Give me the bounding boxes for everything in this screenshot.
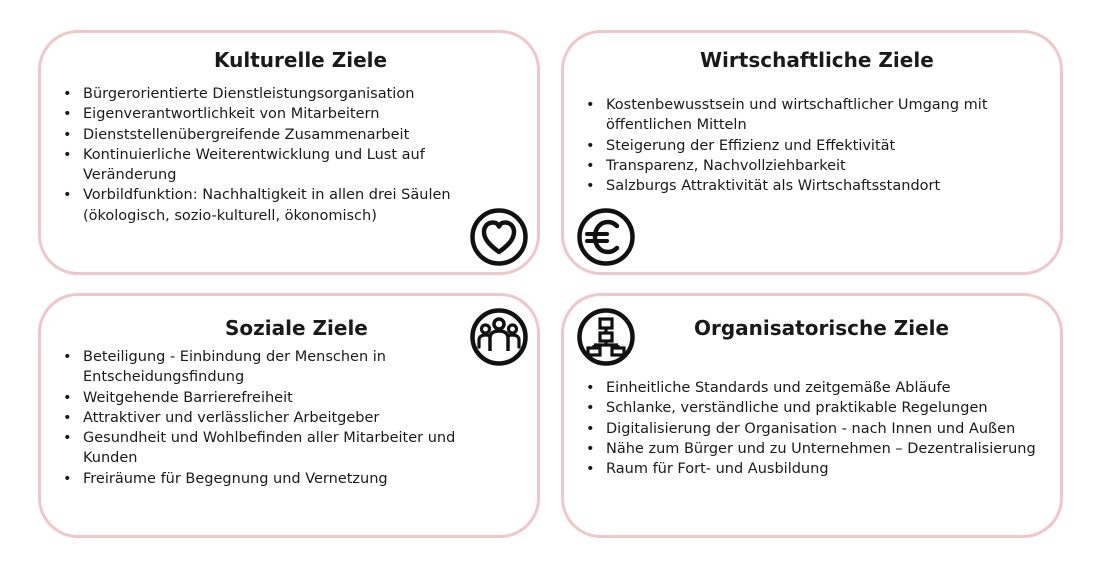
list-item: • Steigerung der Effizienz und Effektivität xyxy=(582,136,1032,156)
list-item: • Vorbildfunktion: Nachhaltigkeit in allen drei Säulen (ökologisch, sozio-kulturell, ökonomisch) xyxy=(59,185,519,226)
list-item: • Digitalisierung der Organisation - nach Innen und Außen xyxy=(582,419,1042,439)
list-item: • Kontinuierliche Weiterentwicklung und Lust auf Veränderung xyxy=(59,145,519,186)
goal-list xyxy=(582,95,1032,196)
list-item: • Dienststellenübergreifende Zusammenarbeit xyxy=(59,125,519,145)
card-title: Organisatorische Ziele xyxy=(694,316,950,340)
list-item: • Bürgerorientierte Dienstleistungsorganisation xyxy=(59,84,519,104)
list-item: • Freiräume für Begegnung und Vernetzung xyxy=(59,469,479,489)
list-item: • Nähe zum Bürger und zu Unternehmen – Dezentralisierung xyxy=(582,439,1042,459)
goal-list xyxy=(59,84,519,226)
heart-circle-icon xyxy=(469,207,529,267)
goal-list xyxy=(582,378,1042,479)
list-item: • Salzburgs Attraktivität als Wirtschaftsstandort xyxy=(582,176,1032,196)
card-soziale-ziele xyxy=(38,293,540,538)
list-item: • Kostenbewusstsein und wirtschaftlicher Umgang mit öffentlichen Mitteln xyxy=(582,95,1032,136)
goal-list xyxy=(59,347,479,489)
card-organisatorische-ziele xyxy=(561,293,1063,538)
list-item: • Einheitliche Standards und zeitgemäße Abläufe xyxy=(582,378,1042,398)
org-chart-circle-icon xyxy=(576,307,636,367)
list-item: • Schlanke, verständliche und praktikable Regelungen xyxy=(582,398,1042,418)
people-circle-icon xyxy=(469,307,529,367)
card-title: Kulturelle Ziele xyxy=(214,48,388,72)
list-item: • Gesundheit und Wohlbefinden aller Mitarbeiter und Kunden xyxy=(59,428,479,469)
card-title: Wirtschaftliche Ziele xyxy=(700,48,934,72)
list-item: • Eigenverantwortlichkeit von Mitarbeitern xyxy=(59,104,519,124)
card-kulturelle-ziele xyxy=(38,30,540,275)
card-wirtschaftliche-ziele xyxy=(561,30,1063,275)
list-item: • Attraktiver und verlässlicher Arbeitgeber xyxy=(59,408,479,428)
euro-circle-icon xyxy=(576,207,636,267)
list-item: • Weitgehende Barrierefreiheit xyxy=(59,388,479,408)
card-title: Soziale Ziele xyxy=(225,316,368,340)
list-item: • Transparenz, Nachvollziehbarkeit xyxy=(582,156,1032,176)
list-item: • Raum für Fort- und Ausbildung xyxy=(582,459,1042,479)
list-item: • Beteiligung - Einbindung der Menschen in Entscheidungsfindung xyxy=(59,347,479,388)
